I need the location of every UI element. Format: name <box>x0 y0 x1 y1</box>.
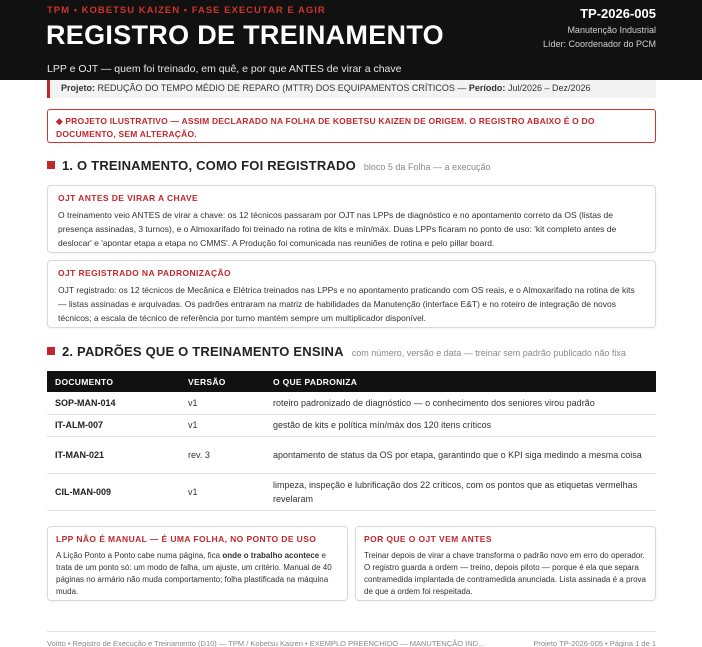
card-body: A Lição Ponto a Ponto cabe numa página, fica onde o trabalho acontece e trata de um ponto só: um modo de falha, um ajuste, um critério. Manual de 40 páginas no armário não muda comportamento; folha plastificada na máquina muda. <box>56 551 332 596</box>
document-header <box>0 0 702 80</box>
project-bar <box>47 80 656 98</box>
cell-what: limpeza, inspeção e lubrificação dos 22 críticos, com os pontos que as etiquetas vermelhas revelaram <box>265 473 656 510</box>
card-title: OJT REGISTRADO NA PADRONIZAÇÃO <box>58 268 232 278</box>
footer-left: Voitto • Registro de Execução e Treinamento (D10) — TPM / Kobetsu Kaizen • EXEMPLO PREENCHIDO — MANUTENÇÃO IND... <box>47 639 485 647</box>
ojt-before-card <box>47 185 656 253</box>
table-header-row <box>47 371 656 392</box>
column-header-version: VERSÃO <box>180 371 265 392</box>
cell-version: v1 <box>180 392 265 414</box>
document-id: TP-2026-005 <box>580 6 656 21</box>
column-header-document: DOCUMENTO <box>47 371 180 392</box>
leader-label: Líder: Coordenador do PCM <box>542 39 656 49</box>
column-header-what: O QUE PADRONIZA <box>265 371 656 392</box>
cell-document: IT-MAN-021 <box>47 436 180 473</box>
page-footer <box>47 631 656 647</box>
cell-what: gestão de kits e política mín/máx dos 120 itens críticos <box>265 414 656 436</box>
section-2-note: com número, versão e data — treinar sem padrão publicado não fixa <box>351 348 626 358</box>
card-title: POR QUE O OJT VEM ANTES <box>364 534 492 544</box>
header-kicker: TPM • KOBETSU KAIZEN • FASE EXECUTAR E AGIR <box>47 5 326 16</box>
section-1-heading <box>47 158 491 173</box>
diamond-icon: ◆ <box>56 116 63 126</box>
table-row <box>47 473 656 510</box>
cell-document: SOP-MAN-014 <box>47 392 180 414</box>
card-body: OJT registrado: os 12 técnicos de Mecânica e Elétrica treinados nas LPPs e no apontamento praticando com OS reais, e o Almoxarifado na rotina de kits — listas assinadas e arquivadas. Os padrões entraram na matriz de habilidades da Manutenção (interface E&T) e no roteiro de integração de novos técnicos; a escala de técnico de referência por turno mantém sempre um multiplicador disponível. <box>58 285 635 323</box>
page-title: REGISTRO DE TREINAMENTO <box>46 20 444 50</box>
period-value: Jul/2026 – Dez/2026 <box>507 83 591 93</box>
page-subtitle: LPP e OJT — quem foi treinado, em quê, e por que ANTES de virar a chave <box>47 63 402 75</box>
department-label: Manutenção Industrial <box>567 25 656 35</box>
section-1-title: 1. O TREINAMENTO, COMO FOI REGISTRADO <box>62 158 356 173</box>
card-body: Treinar depois de virar a chave transforma o padrão novo em erro do operador. O registro guarda a ordem — treino, depois piloto — porque é ela que separa contramedida implantada de contramedida anunciada. Lista assinada é a prova de que a ordem foi respeitada. <box>364 551 646 596</box>
cell-version: v1 <box>180 414 265 436</box>
standards-table <box>47 371 656 511</box>
section-2-heading <box>47 344 626 359</box>
table-row <box>47 392 656 414</box>
cell-document: CIL-MAN-009 <box>47 473 180 510</box>
cell-version: rev. 3 <box>180 436 265 473</box>
table-row <box>47 436 656 473</box>
ojt-registered-card <box>47 260 656 328</box>
lpp-card <box>47 526 348 601</box>
section-1-note: bloco 5 da Folha — a execução <box>363 162 491 172</box>
why-ojt-card <box>355 526 656 601</box>
card-title: LPP NÃO É MANUAL — É UMA FOLHA, NO PONTO DE USO <box>56 534 317 544</box>
section-marker-icon <box>47 347 55 355</box>
project-label: Projeto: <box>61 83 96 93</box>
cell-version: v1 <box>180 473 265 510</box>
project-value: REDUÇÃO DO TEMPO MÉDIO DE REPARO (MTTR) DOS EQUIPAMENTOS CRÍTICOS — <box>97 83 467 93</box>
section-2-title: 2. PADRÕES QUE O TREINAMENTO ENSINA <box>62 344 344 359</box>
footer-right: Projeto TP-2026-005 • Página 1 de 1 <box>533 639 656 647</box>
cell-what: apontamento de status da OS por etapa, garantindo que o KPI siga medindo a mesma coisa <box>265 436 656 473</box>
cell-document: IT-ALM-007 <box>47 414 180 436</box>
period-label: Período: <box>468 83 506 93</box>
card-body: O treinamento veio ANTES de virar a chave: os 12 técnicos passaram por OJT nas LPPs de diagnóstico e no apontamento correto da OS (listas de presença assinadas, 3 turnos), e o Almoxarifado foi treinado na rotina de kits e mín/máx. Duas LPPs ficaram no ponto de uso: 'kit completo antes de deslocar' e 'apontar etapa a etapa no CMMS'. A Produção foi comunicada nas reuniões de rotina e pelo pillar board. <box>58 210 617 248</box>
card-title: OJT ANTES DE VIRAR A CHAVE <box>58 193 199 203</box>
illustrative-notice <box>47 109 656 143</box>
notice-text: PROJETO ILUSTRATIVO — ASSIM DECLARADO NA FOLHA DE KOBETSU KAIZEN DE ORIGEM. O REGISTRO ABAIXO É O DO DOCUMENTO, SEM ALTERAÇÃO. <box>56 116 595 139</box>
section-marker-icon <box>47 161 55 169</box>
table-row <box>47 414 656 436</box>
cell-what: roteiro padronizado de diagnóstico — o conhecimento dos seniores virou padrão <box>265 392 656 414</box>
